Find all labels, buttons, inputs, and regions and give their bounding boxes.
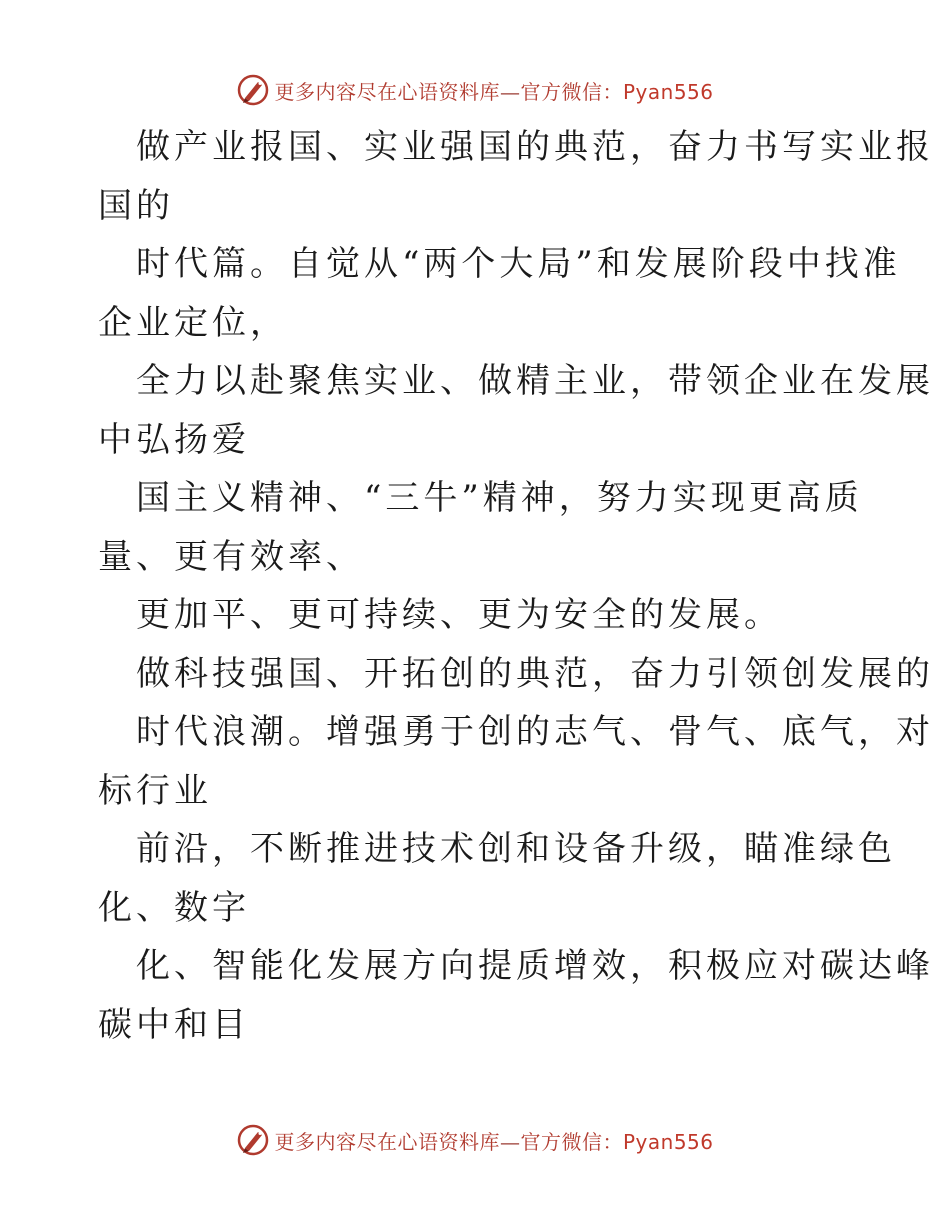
header-wechat-id: Pyan556 (622, 79, 714, 104)
text-line: 企业定位， (98, 302, 288, 343)
text-line: 时代篇。自觉从“两个大局”和发展阶段中找准 (136, 244, 901, 284)
text-line: 化、智能化发展方向提质增效，积极应对碳达峰 (136, 946, 934, 986)
footer-banner-text (274, 1126, 713, 1155)
text-line: 化、数字 (98, 887, 250, 928)
footer-title: 更多内容尽在心语资料库 (274, 1129, 500, 1154)
text-line: 前沿，不断推进技术创和设备升级，瞄准绿色 (136, 829, 896, 869)
text-line: 时代浪潮。增强勇于创的志气、骨气、底气，对 (136, 712, 934, 752)
header-title: 更多内容尽在心语资料库 (274, 79, 500, 104)
text-line: 中弘扬爱 (98, 419, 250, 460)
footer-wechat-label: 官方微信： (520, 1129, 623, 1154)
header-banner-text (274, 76, 713, 105)
document-body (98, 118, 934, 1054)
text-line: 更加平、更可持续、更为安全的发展。 (136, 595, 782, 635)
header-wechat-label: 官方微信： (520, 79, 623, 104)
text-line: 碳中和目 (98, 1004, 250, 1045)
text-line: 做科技强国、开拓创的典范，奋力引领创发展的 (136, 653, 934, 694)
footer-separator: — (499, 1129, 521, 1154)
text-line: 国的 (98, 185, 174, 226)
text-line: 全力以赴聚焦实业、做精主业，带领企业在发展 (136, 361, 934, 401)
text-line: 量、更有效率、 (98, 536, 364, 577)
header-banner (0, 70, 950, 110)
text-line: 国主义精神、“三牛”精神，努力实现更高质 (136, 478, 863, 518)
footer-wechat-id: Pyan556 (622, 1129, 714, 1154)
text-line: 做产业报国、实业强国的典范，奋力书写实业报 (136, 127, 934, 167)
pen-logo-icon (236, 1123, 270, 1157)
footer-banner (0, 1120, 950, 1160)
header-separator: — (499, 79, 521, 104)
text-line: 标行业 (98, 770, 212, 811)
pen-logo-icon (236, 73, 270, 107)
